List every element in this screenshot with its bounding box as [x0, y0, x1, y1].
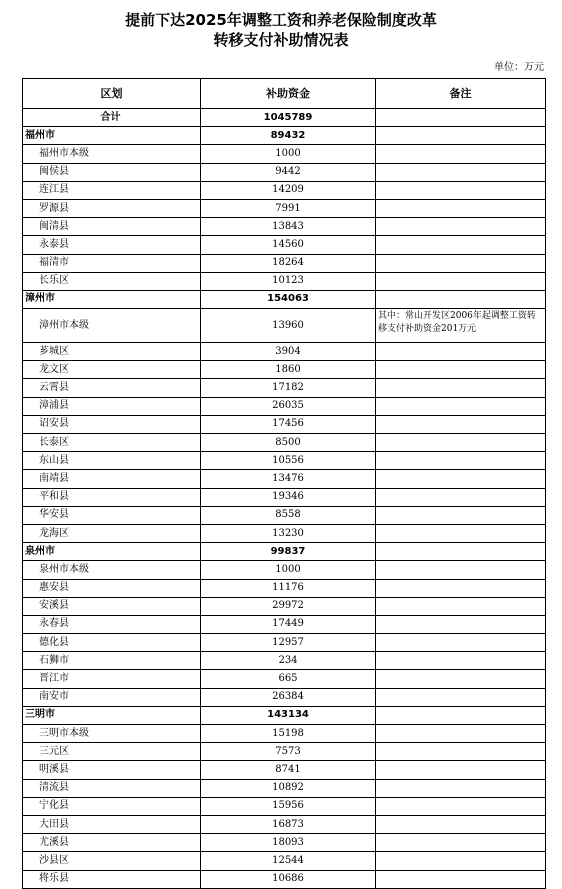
- note-cell: [376, 218, 546, 236]
- region-cell: 福州市本级: [23, 145, 201, 163]
- amount-cell: 234: [201, 652, 376, 670]
- unit-label: 单位：万元: [494, 62, 544, 73]
- note-cell: [376, 415, 546, 433]
- amount-cell: 13230: [201, 524, 376, 542]
- table-row: [23, 870, 546, 888]
- note-cell: [376, 379, 546, 397]
- amount-cell: 14209: [201, 181, 376, 199]
- table-row: [23, 652, 546, 670]
- table-row: [23, 634, 546, 652]
- table-row: [23, 797, 546, 815]
- region-cell: 福州市: [23, 127, 201, 145]
- note-cell: [376, 834, 546, 852]
- note-cell: [376, 615, 546, 633]
- table-row: [23, 163, 546, 181]
- region-cell: 龙海区: [23, 524, 201, 542]
- table-row: [23, 779, 546, 797]
- amount-cell: 13960: [201, 309, 376, 343]
- subsidy-table: [22, 78, 546, 889]
- region-cell: 三元区: [23, 743, 201, 761]
- region-cell: 泉州市本级: [23, 561, 201, 579]
- note-cell: [376, 870, 546, 888]
- note-cell: [376, 743, 546, 761]
- table-row: [23, 761, 546, 779]
- note-cell: [376, 815, 546, 833]
- amount-cell: 3904: [201, 343, 376, 361]
- region-cell: 福清市: [23, 254, 201, 272]
- region-cell: 晋江市: [23, 670, 201, 688]
- table-row: [23, 561, 546, 579]
- note-cell: [376, 163, 546, 181]
- city-row: [23, 543, 546, 561]
- total-row: [23, 109, 546, 127]
- region-cell: 漳州市本级: [23, 309, 201, 343]
- region-cell: 华安县: [23, 506, 201, 524]
- amount-cell: 10892: [201, 779, 376, 797]
- note-cell: [376, 670, 546, 688]
- table-row: [23, 524, 546, 542]
- table-row: [23, 181, 546, 199]
- table-row: [23, 743, 546, 761]
- note-cell: [376, 725, 546, 743]
- table-row: [23, 199, 546, 217]
- region-cell: 东山县: [23, 452, 201, 470]
- table-row: [23, 415, 546, 433]
- amount-cell: 10123: [201, 272, 376, 290]
- table-row: [23, 834, 546, 852]
- note-cell: [376, 797, 546, 815]
- region-cell: 罗源县: [23, 199, 201, 217]
- note-cell: [376, 236, 546, 254]
- region-cell: 德化县: [23, 634, 201, 652]
- amount-cell: 29972: [201, 597, 376, 615]
- city-row: [23, 706, 546, 724]
- table-row: [23, 452, 546, 470]
- amount-cell: 154063: [201, 290, 376, 308]
- amount-cell: 10556: [201, 452, 376, 470]
- table-row: [23, 688, 546, 706]
- amount-cell: 18093: [201, 834, 376, 852]
- note-cell: [376, 181, 546, 199]
- amount-cell: 26384: [201, 688, 376, 706]
- note-cell: [376, 706, 546, 724]
- page-subtitle: 转移支付补助情况表: [213, 31, 349, 49]
- note-cell: [376, 470, 546, 488]
- table-row: [23, 145, 546, 163]
- table-row: [23, 579, 546, 597]
- region-cell: 永泰县: [23, 236, 201, 254]
- note-cell: [376, 634, 546, 652]
- note-cell: [376, 343, 546, 361]
- amount-cell: 11176: [201, 579, 376, 597]
- table-row: [23, 488, 546, 506]
- note-cell: [376, 127, 546, 145]
- amount-cell: 89432: [201, 127, 376, 145]
- note-cell: [376, 779, 546, 797]
- city-row: [23, 290, 546, 308]
- table-body: [23, 109, 546, 889]
- amount-cell: 16873: [201, 815, 376, 833]
- region-cell: 石狮市: [23, 652, 201, 670]
- region-cell: 平和县: [23, 488, 201, 506]
- table-row: [23, 670, 546, 688]
- region-cell: 惠安县: [23, 579, 201, 597]
- column-header-amount: 补助资金: [201, 79, 376, 109]
- note-cell: [376, 524, 546, 542]
- region-cell: 芗城区: [23, 343, 201, 361]
- amount-cell: 8741: [201, 761, 376, 779]
- region-cell: 三明市本级: [23, 725, 201, 743]
- amount-cell: 99837: [201, 543, 376, 561]
- table-row: [23, 397, 546, 415]
- amount-cell: 19346: [201, 488, 376, 506]
- amount-cell: 13476: [201, 470, 376, 488]
- region-cell: 宁化县: [23, 797, 201, 815]
- table-row: [23, 852, 546, 870]
- table-row: [23, 218, 546, 236]
- region-cell: 永春县: [23, 615, 201, 633]
- table-row: [23, 379, 546, 397]
- note-cell: [376, 652, 546, 670]
- table-row: [23, 309, 546, 343]
- note-cell: [376, 272, 546, 290]
- amount-cell: 7573: [201, 743, 376, 761]
- region-cell: 泉州市: [23, 543, 201, 561]
- note-cell: [376, 543, 546, 561]
- region-cell: 长乐区: [23, 272, 201, 290]
- table-row: [23, 597, 546, 615]
- amount-cell: 17449: [201, 615, 376, 633]
- region-cell: 将乐县: [23, 870, 201, 888]
- note-cell: [376, 761, 546, 779]
- region-cell: 安溪县: [23, 597, 201, 615]
- table-row: [23, 470, 546, 488]
- amount-cell: 7991: [201, 199, 376, 217]
- note-cell: [376, 145, 546, 163]
- table-row: [23, 506, 546, 524]
- note-cell: [376, 688, 546, 706]
- region-cell: 清流县: [23, 779, 201, 797]
- region-cell: 漳浦县: [23, 397, 201, 415]
- amount-cell: 17456: [201, 415, 376, 433]
- region-cell: 闽清县: [23, 218, 201, 236]
- note-cell: [376, 397, 546, 415]
- city-row: [23, 127, 546, 145]
- region-cell: 连江县: [23, 181, 201, 199]
- amount-cell: 1860: [201, 361, 376, 379]
- page-title: 提前下达2025年调整工资和养老保险制度改革: [125, 11, 437, 29]
- amount-cell: 8558: [201, 506, 376, 524]
- note-cell: [376, 561, 546, 579]
- note-cell: [376, 361, 546, 379]
- amount-cell: 14560: [201, 236, 376, 254]
- region-cell: 大田县: [23, 815, 201, 833]
- amount-cell: 15956: [201, 797, 376, 815]
- region-cell: 长泰区: [23, 434, 201, 452]
- amount-cell: 18264: [201, 254, 376, 272]
- note-cell: [376, 579, 546, 597]
- note-cell: [376, 452, 546, 470]
- amount-cell: 10686: [201, 870, 376, 888]
- table-row: [23, 343, 546, 361]
- table-row: [23, 615, 546, 633]
- note-cell: [376, 597, 546, 615]
- table-row: [23, 361, 546, 379]
- note-cell: 其中：常山开发区2006年起调整工资转移支付补助资金201万元: [376, 309, 546, 343]
- note-cell: [376, 488, 546, 506]
- amount-cell: 665: [201, 670, 376, 688]
- note-cell: [376, 506, 546, 524]
- table-row: [23, 272, 546, 290]
- amount-cell: 1000: [201, 145, 376, 163]
- table-row: [23, 434, 546, 452]
- note-cell: [376, 199, 546, 217]
- note-cell: [376, 852, 546, 870]
- region-cell: 尤溪县: [23, 834, 201, 852]
- note-cell: [376, 434, 546, 452]
- table-row: [23, 815, 546, 833]
- region-cell: 龙文区: [23, 361, 201, 379]
- region-cell: 诏安县: [23, 415, 201, 433]
- amount-cell: 143134: [201, 706, 376, 724]
- amount-cell: 1045789: [201, 109, 376, 127]
- region-cell: 漳州市: [23, 290, 201, 308]
- region-cell: 南靖县: [23, 470, 201, 488]
- table-row: [23, 725, 546, 743]
- amount-cell: 17182: [201, 379, 376, 397]
- region-cell: 沙县区: [23, 852, 201, 870]
- amount-cell: 12544: [201, 852, 376, 870]
- amount-cell: 13843: [201, 218, 376, 236]
- note-cell: [376, 254, 546, 272]
- note-cell: [376, 109, 546, 127]
- column-header-note: 备注: [376, 79, 546, 109]
- amount-cell: 26035: [201, 397, 376, 415]
- amount-cell: 15198: [201, 725, 376, 743]
- table-header-row: [23, 79, 546, 109]
- note-cell: [376, 290, 546, 308]
- region-cell: 合计: [23, 109, 201, 127]
- table-row: [23, 254, 546, 272]
- region-cell: 南安市: [23, 688, 201, 706]
- column-header-region: 区划: [23, 79, 201, 109]
- region-cell: 明溪县: [23, 761, 201, 779]
- region-cell: 三明市: [23, 706, 201, 724]
- table-row: [23, 236, 546, 254]
- amount-cell: 1000: [201, 561, 376, 579]
- amount-cell: 9442: [201, 163, 376, 181]
- amount-cell: 12957: [201, 634, 376, 652]
- region-cell: 云霄县: [23, 379, 201, 397]
- region-cell: 闽侯县: [23, 163, 201, 181]
- amount-cell: 8500: [201, 434, 376, 452]
